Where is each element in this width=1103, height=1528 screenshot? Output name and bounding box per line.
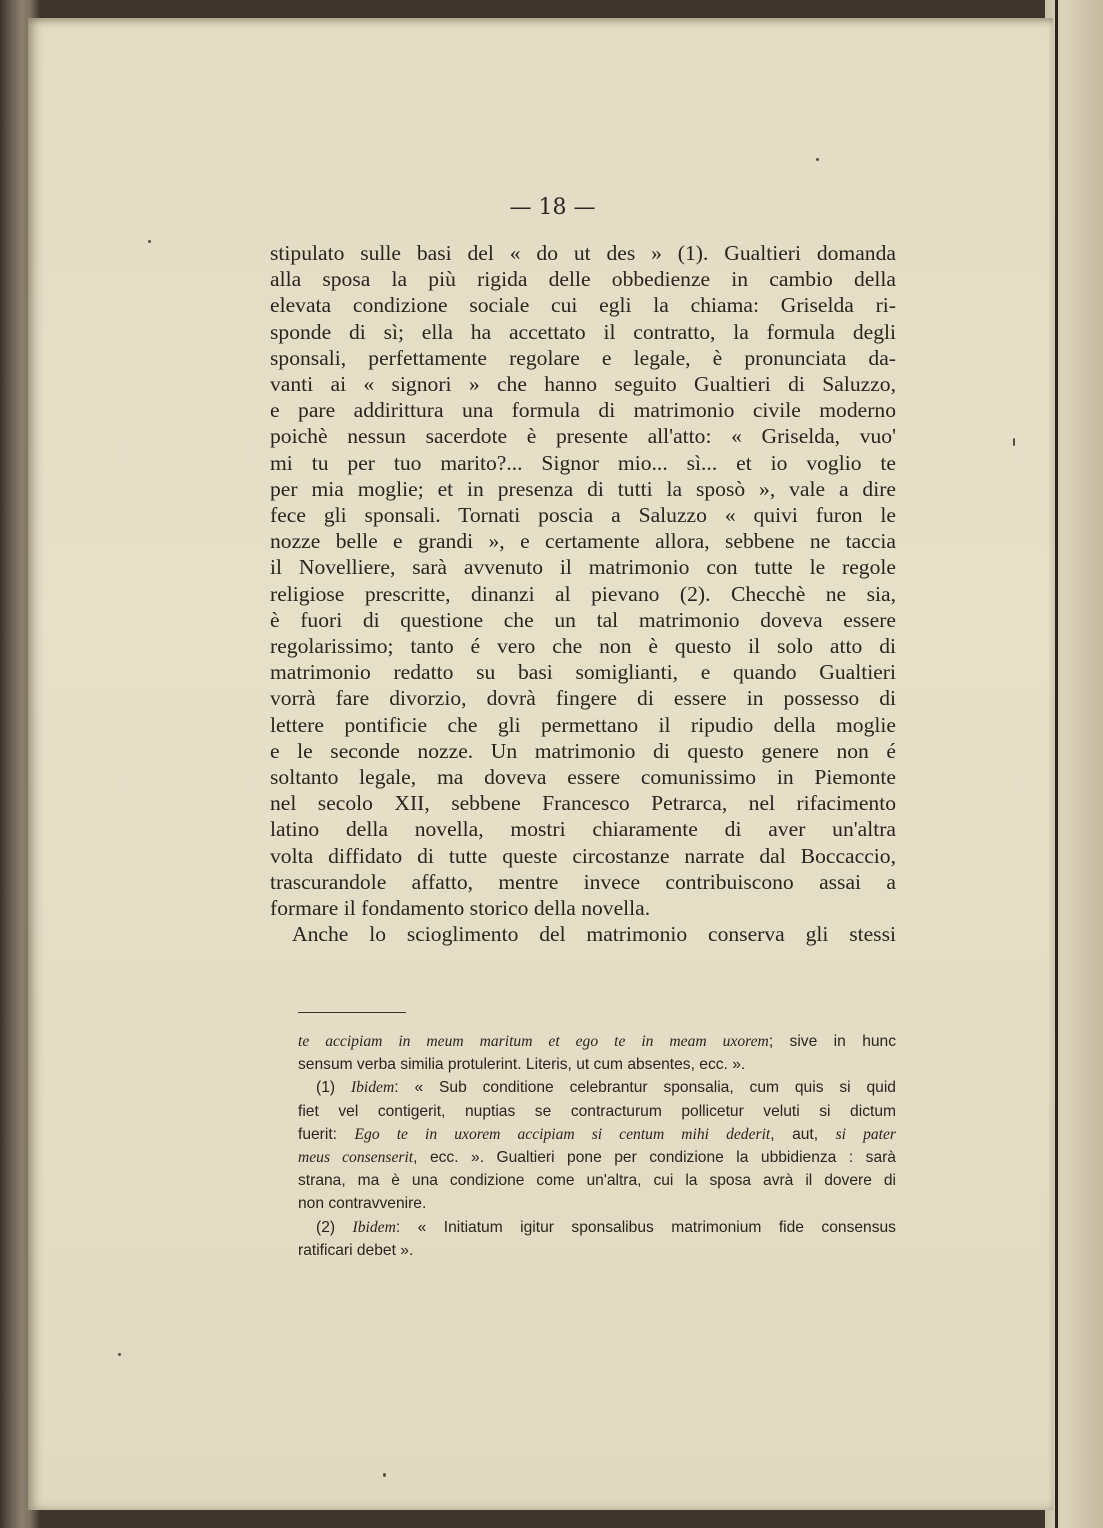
footnote-line: [298, 1076, 896, 1099]
page-gutter-line: [1055, 0, 1058, 1528]
body-line: è fuori di questione che un tal matrimonio doveva essere: [270, 607, 896, 632]
footnote-line: [298, 1030, 896, 1053]
page-number-header: — 18 —: [509, 195, 596, 220]
body-line: per mia moglie; et in presenza di tutti la sposò », vale a dire: [270, 476, 896, 501]
paper-speck: [816, 158, 819, 161]
footnote-marker: (1): [316, 1079, 336, 1097]
footnote-ref: Ibidem: [352, 1218, 396, 1236]
footnote-line: fiet vel contigerit, nuptias se contracturum pollicetur veluti si dictum: [298, 1102, 896, 1120]
body-line: trascurandole affatto, mentre invece contribuiscono assai a: [270, 869, 896, 894]
next-page-edge: [1045, 0, 1103, 1528]
footnotes: [298, 1030, 896, 1262]
footnote-ref: Ibidem: [350, 1079, 395, 1097]
body-line: formare il fondamento storico della novella.: [270, 896, 651, 921]
body-line: fece gli sponsali. Tornati poscia a Saluzzo « quivi furon le: [270, 503, 896, 528]
body-line: e le seconde nozze. Un matrimonio di questo genere non é: [270, 738, 896, 763]
footnote-line: ratificari debet ».: [298, 1241, 414, 1259]
footnote-italic: si pater: [835, 1125, 896, 1143]
footnote-line: [298, 1216, 896, 1239]
body-line: religiose prescritte, dinanzi al pievano (2). Checchè ne sia,: [270, 581, 896, 606]
body-line: sponsali, perfettamente regolare e legale, è pronunciata da-: [270, 345, 896, 370]
footnote-marker: (2): [316, 1218, 336, 1236]
paper-speck: [383, 1473, 386, 1477]
footnote-separator: [298, 1012, 406, 1013]
footnote-italic: Ego te in uxorem accipiam si centum mihi dederit: [354, 1125, 771, 1143]
footnote-line: strana, ma è una condizione come un'altra, cui la sposa avrà il dovere di: [298, 1172, 896, 1190]
body-line: il Novelliere, sarà avvenuto il matrimonio con tutte le regole: [270, 555, 896, 580]
body-line: Anche lo scioglimento del matrimonio conserva gli stessi: [292, 922, 896, 947]
body-line: stipulato sulle basi del « do ut des » (1). Gualtieri domanda: [270, 241, 896, 265]
footnote-line: sensum verba similia protulerint. Literis, ut cum absentes, ecc. ».: [298, 1056, 746, 1074]
footnote-line: non contravvenire.: [298, 1195, 427, 1213]
body-line: e pare addirittura una formula di matrimonio civile moderno: [270, 398, 896, 423]
footnote-line: [298, 1123, 896, 1146]
paper-speck: [118, 1353, 121, 1356]
paper-speck: [1013, 438, 1015, 446]
footnote-text: ; sive in hunc: [768, 1033, 897, 1050]
body-line: matrimonio redatto su basi somiglianti, e quando Gualtieri: [270, 660, 896, 685]
body-line: regolarissimo; tanto é vero che non è questo il solo atto di: [270, 634, 896, 659]
body-line: sponde di sì; ella ha accettato il contratto, la formula degli: [270, 319, 896, 344]
body-line: vorrà fare divorzio, dovrà fingere di essere in possesso di: [270, 686, 896, 711]
body-line: lettere pontificie che gli permettano il ripudio della moglie: [270, 712, 896, 737]
footnote-italic: meus consenserit: [298, 1149, 414, 1167]
body-line: soltanto legale, ma doveva essere comunissimo in Piemonte: [270, 765, 896, 790]
main-body-text: [270, 240, 896, 947]
body-line: nel secolo XII, sebbene Francesco Petrarca, nel rifacimento: [270, 791, 896, 816]
footnote-text: , ecc. ». Gualtieri pone per condizione la ubbidienza : sarà: [413, 1149, 896, 1167]
footnote-text: : « Sub conditione celebrantur sponsalia, cum quis si quid: [394, 1079, 896, 1097]
body-line: elevata condizione sociale cui egli la chiama: Griselda ri-: [270, 293, 896, 318]
body-line: latino della novella, mostri chiaramente di aver un'altra: [270, 817, 896, 842]
body-line: mi tu per tuo marito?... Signor mio... sì... et io voglio te: [270, 450, 896, 475]
footnote-text: fuerit:: [298, 1125, 355, 1143]
footnote-line: [298, 1146, 896, 1169]
body-line: nozze belle e grandi », e certamente allora, sebbene ne taccia: [270, 529, 896, 554]
footnote-italic: te accipiam in meum maritum et ego te in meam uxorem: [298, 1033, 769, 1050]
footnote-text: , aut,: [770, 1125, 836, 1143]
footnote-text: : « Initiatum igitur sponsalibus matrimonium fide consensus: [395, 1218, 896, 1236]
body-line: volta diffidato di tutte queste circostanze narrate dal Boccaccio,: [270, 843, 896, 868]
body-line: vanti ai « signori » che hanno seguito Gualtieri di Saluzzo,: [270, 372, 896, 397]
paper-speck: [148, 240, 151, 243]
body-line: alla sposa la più rigida delle obbedienze in cambio della: [270, 267, 896, 292]
body-line: poichè nessun sacerdote è presente all'atto: « Griselda, vuo': [270, 424, 896, 449]
